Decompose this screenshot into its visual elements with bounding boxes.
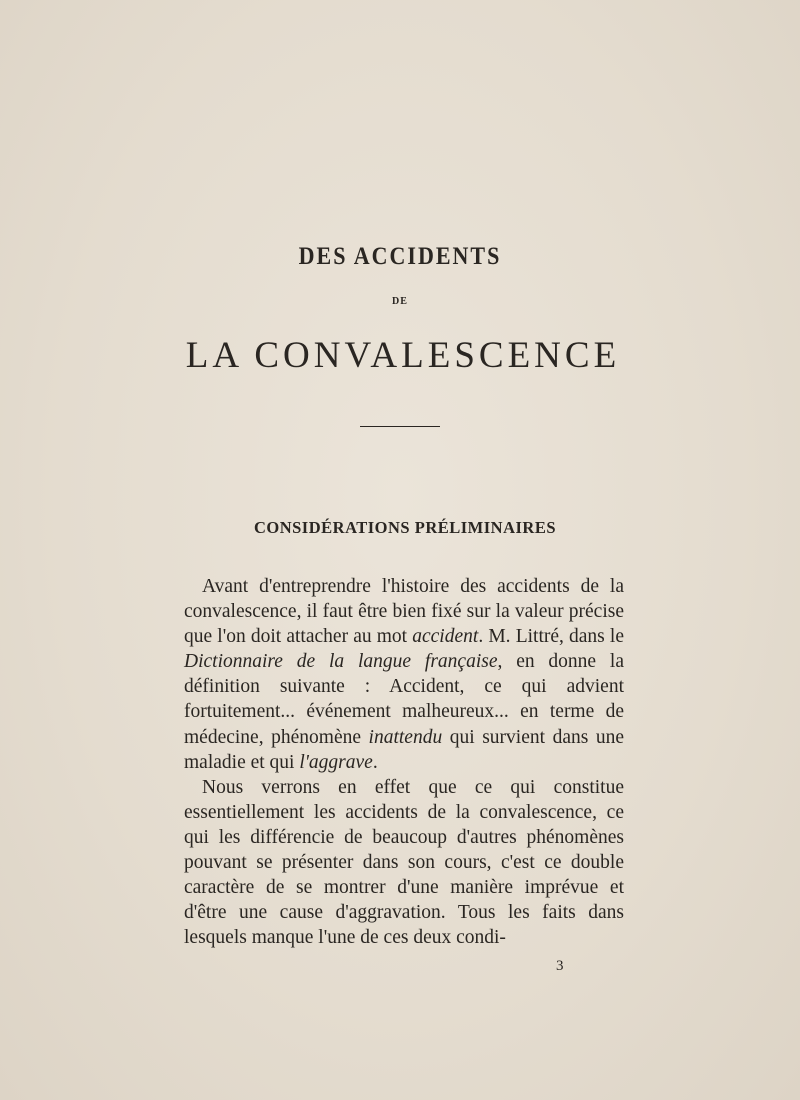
p1-italic-dictionnaire: Dictionnaire de la langue française [184, 651, 498, 673]
p1-italic-inattendu: inattendu [368, 726, 443, 748]
title-connector: DE [392, 296, 408, 307]
title-divider [360, 426, 440, 427]
body-text [184, 574, 624, 950]
p1-text-3: , en donne la définition suivante : Accident, ce qui advient fortuitement... événement malheureux... en terme de médecine, phénomène [184, 651, 624, 748]
p1-text-4: qui survient dans une maladie et qui [184, 726, 625, 773]
section-heading: CONSIDÉRATIONS PRÉLIMINAIRES [253, 518, 557, 537]
title-line-2: LA CONVALESCENCE [185, 335, 621, 376]
p1-italic-accident: accident [412, 626, 479, 648]
paragraph-2: Nous verrons en effet que ce qui constitue essentiellement les accidents de la convalescence, ce qui les différencie de beaucoup d'autres phénomènes pouvant se présenter dans son cours, c'est ce double caractère de se montrer d'une manière imprévue et d'être une cause d'aggravation. Tous les faits dans lesquels manque l'une de ces deux condi- [184, 776, 624, 949]
p1-italic-aggrave: l'aggrave [299, 751, 373, 773]
p1-text-1: Avant d'entreprendre l'histoire des accidents de la convalescence, il faut être bien fixé sur la valeur précise que l'on doit attacher au mot [184, 576, 624, 648]
page-number: 3 [556, 958, 564, 974]
p1-text-5: . [372, 751, 378, 773]
paragraph-1 [184, 574, 624, 775]
p1-text-2: . M. Littré, dans le [478, 626, 624, 648]
title-line-1: DES ACCIDENTS [298, 241, 502, 270]
